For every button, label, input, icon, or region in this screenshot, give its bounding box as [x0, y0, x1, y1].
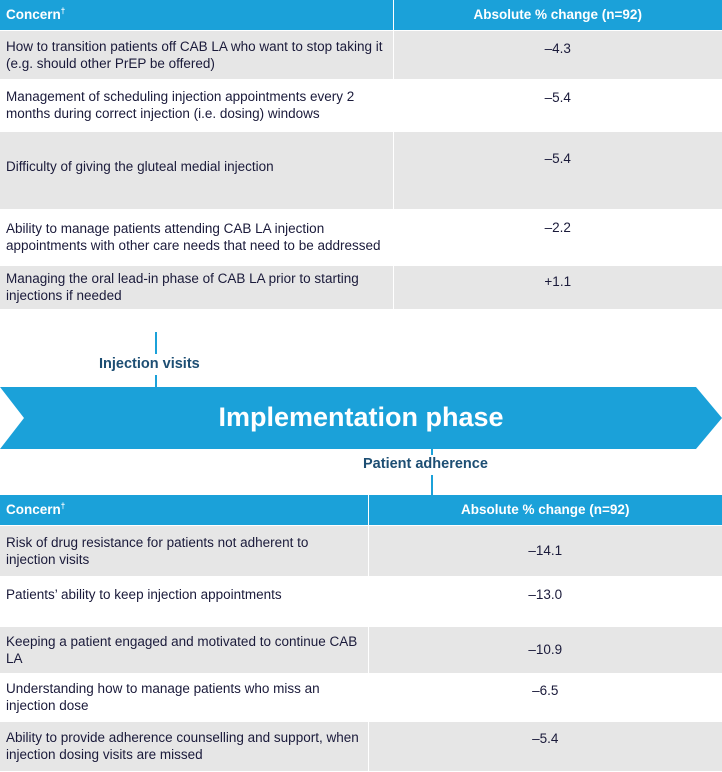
injection-visits-label: Injection visits — [99, 356, 200, 372]
patient-adherence-connector-top — [431, 449, 433, 455]
table-row — [0, 30, 722, 79]
table-row — [0, 131, 722, 209]
concern-cell: Ability to provide adherence counselling and support, when injection dosing visits are missed — [0, 721, 368, 771]
table-row — [0, 265, 722, 309]
change-cell: –5.4 — [393, 79, 722, 131]
change-cell: –5.4 — [368, 721, 722, 771]
concern-cell: Understanding how to manage patients who miss an injection dose — [0, 673, 368, 721]
bottom-header-concern: Concern† — [6, 501, 66, 518]
concern-cell: Keeping a patient engaged and motivated to continue CAB LA — [0, 626, 368, 673]
change-cell: –10.9 — [368, 626, 722, 673]
patient-adherence-label: Patient adherence — [363, 456, 488, 472]
bottom-header-change: Absolute % change (n=92) — [368, 495, 722, 525]
table-row — [0, 576, 722, 626]
change-cell: +1.1 — [393, 265, 722, 309]
table-row — [0, 209, 722, 265]
concern-cell: Management of scheduling injection appointments every 2 months during correct injection (i.e. dosing) windows — [0, 79, 393, 131]
implementation-phase-title: Implementation phase — [218, 402, 504, 432]
concern-cell: Difficulty of giving the gluteal medial injection — [0, 131, 393, 209]
concern-cell: Patients’ ability to keep injection appointments — [0, 576, 368, 626]
change-cell: –2.2 — [393, 209, 722, 265]
change-cell: –5.4 — [393, 131, 722, 209]
injection-visits-connector-top — [155, 332, 157, 354]
change-cell: –14.1 — [368, 525, 722, 576]
top-header-concern: Concern† — [6, 6, 66, 23]
concern-cell: Managing the oral lead-in phase of CAB LA prior to starting injections if needed — [0, 265, 393, 309]
table-row — [0, 673, 722, 721]
bottom-table-header — [0, 495, 722, 525]
table-row — [0, 626, 722, 673]
change-cell: –13.0 — [368, 576, 722, 626]
change-cell: –6.5 — [368, 673, 722, 721]
table-row — [0, 79, 722, 131]
table-row — [0, 525, 722, 576]
bottom-concerns-table — [0, 495, 722, 771]
top-table-header — [0, 0, 722, 30]
top-concerns-table — [0, 0, 722, 309]
concern-cell: How to transition patients off CAB LA who want to stop taking it (e.g. should other PrEP be offered) — [0, 30, 393, 79]
table-row — [0, 721, 722, 771]
change-cell: –4.3 — [393, 30, 722, 79]
patient-adherence-connector-bottom — [431, 475, 433, 495]
concern-cell: Ability to manage patients attending CAB LA injection appointments with other care needs that need to be addressed — [0, 209, 393, 265]
top-header-change: Absolute % change (n=92) — [393, 0, 722, 30]
concern-cell: Risk of drug resistance for patients not adherent to injection visits — [0, 525, 368, 576]
